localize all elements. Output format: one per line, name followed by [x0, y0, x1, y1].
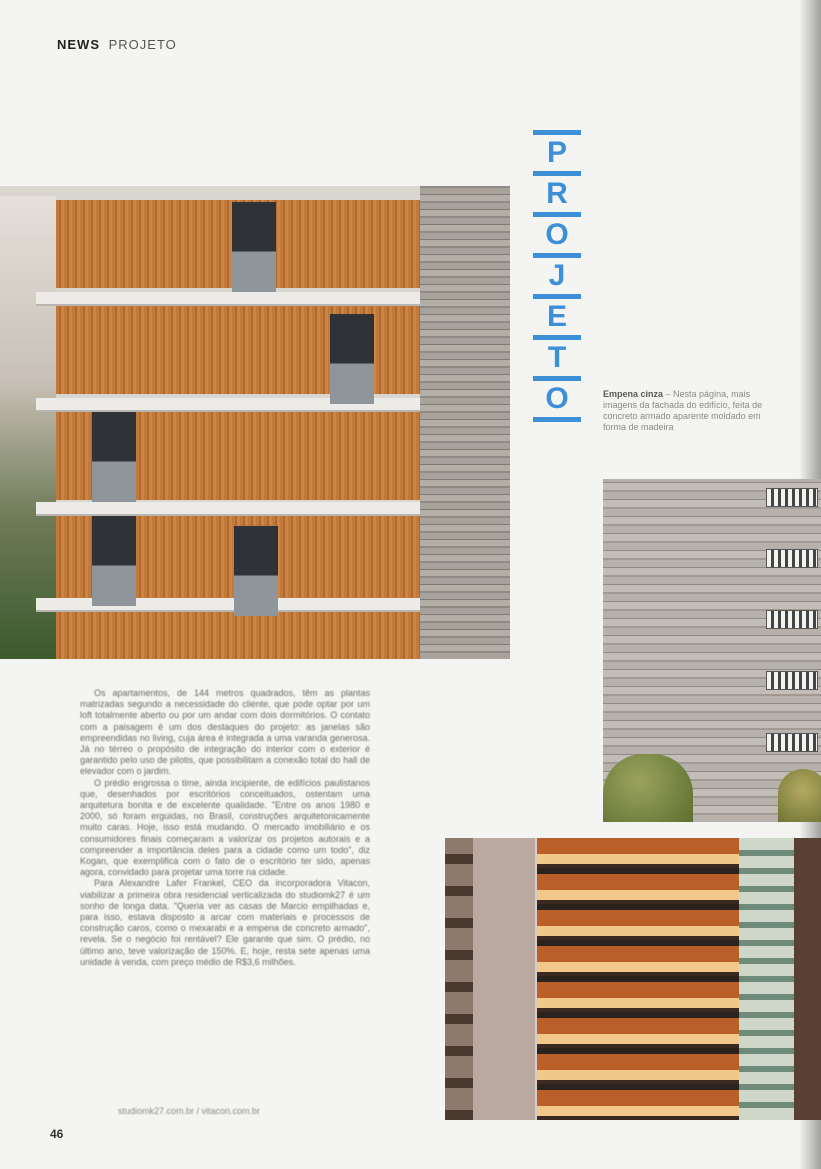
open-window [234, 526, 278, 616]
vent-grille [766, 733, 818, 752]
concrete-wall-photo [603, 479, 821, 822]
neighbor-building [445, 838, 473, 1120]
title-letter: E [546, 300, 567, 333]
article-paragraph: O prédio engrossa o time, ainda incipiente, de edifícios paulistanos que, desenhados por escritórios conceituados, ostentam uma arquitetura bonita e de excelente qualidade. "Entre os anos 1980 e 2000, só foram erguidas, no Brasil, construções arquitetonicamente muito caras. Hoje, isso está mudando. O mercado imobiliário e os consumidores finais começaram a valorizar os projetos autorais e a compreender a importância deles para a cidade como um todo", diz Kogan, que exemplifica com o fato de o escritório ter sido, apenas agora, convidado para projetar uma torre na cidade. [80, 777, 370, 878]
section-label: NEWS [57, 37, 100, 52]
lit-tower [537, 838, 739, 1120]
title-letter: O [545, 218, 569, 251]
category-label: PROJETO [108, 37, 177, 52]
open-window [330, 314, 374, 404]
caption-title: Empena cinza [603, 389, 664, 399]
article-paragraph: Para Alexandre Lafer Frankel, CEO da incorporadora Vitacon, viabilizar a primeira obra residencial verticalizada do studiomk27 é um sonho de longa data. "Queria ver as casas de Marcio empilhadas e, para isso, estava disposto a arcar com materiais e processos de construção caros, como o mexarabi e a empena de concreto armado", revela. Se o negócio foi rentável? Ele garante que sim. O prédio, no último ano, teve valorização de 150%. E, hoje, resta sete apenas uma unidade à venda, com preço médio de R$3,6 milhões. [80, 878, 370, 967]
floor-slab [36, 502, 420, 516]
open-window [92, 412, 136, 502]
title-letter: R [546, 177, 568, 210]
night-tower-photo [445, 838, 821, 1120]
vent-grille [766, 488, 818, 507]
title-bar [533, 417, 581, 422]
title-letter: P [546, 136, 567, 169]
stone-wall [420, 186, 510, 659]
neighbor-building [0, 196, 56, 659]
facade-photo [0, 186, 510, 659]
caption-text: – Nesta página, mais imagens da fachada do edifício, feita de concreto armado aparente moldado em forma de madeira [603, 389, 763, 432]
tree [778, 769, 821, 822]
article-paragraph: Os apartamentos, de 144 metros quadrados, têm as plantas matrizadas segundo a necessidade do cliente, que pode optar por um loft totalmente aberto ou por um andar com dois dormitórios. O contato com a paisagem é um dos destaques do projeto: as janelas são empreendidas no living, cuja área é integrada a uma varanda generosa. Já no térreo o propósito de integração do interior com o exterior é garantido pelo uso de pilotis, que possibilitam a conexão total do hall de elevador com o jardim. [80, 688, 370, 777]
vent-grille [766, 610, 818, 629]
title-letter: J [548, 259, 566, 292]
open-window [232, 202, 276, 292]
floor-slab [36, 292, 420, 306]
article-body [80, 688, 370, 968]
tree [603, 754, 693, 822]
title-letter: T [547, 341, 567, 374]
vent-grille [766, 671, 818, 690]
credits-line: studiomk27.com.br / vitacon.com.br [118, 1106, 261, 1116]
photo-caption [603, 389, 763, 433]
title-letter: O [545, 382, 569, 415]
vertical-title [533, 130, 581, 422]
open-window [92, 516, 136, 606]
page-number: 46 [50, 1127, 64, 1141]
vent-grille [766, 549, 818, 568]
wood-shutters [56, 612, 420, 659]
neighbor-tower [739, 838, 794, 1120]
section-header [57, 37, 177, 52]
